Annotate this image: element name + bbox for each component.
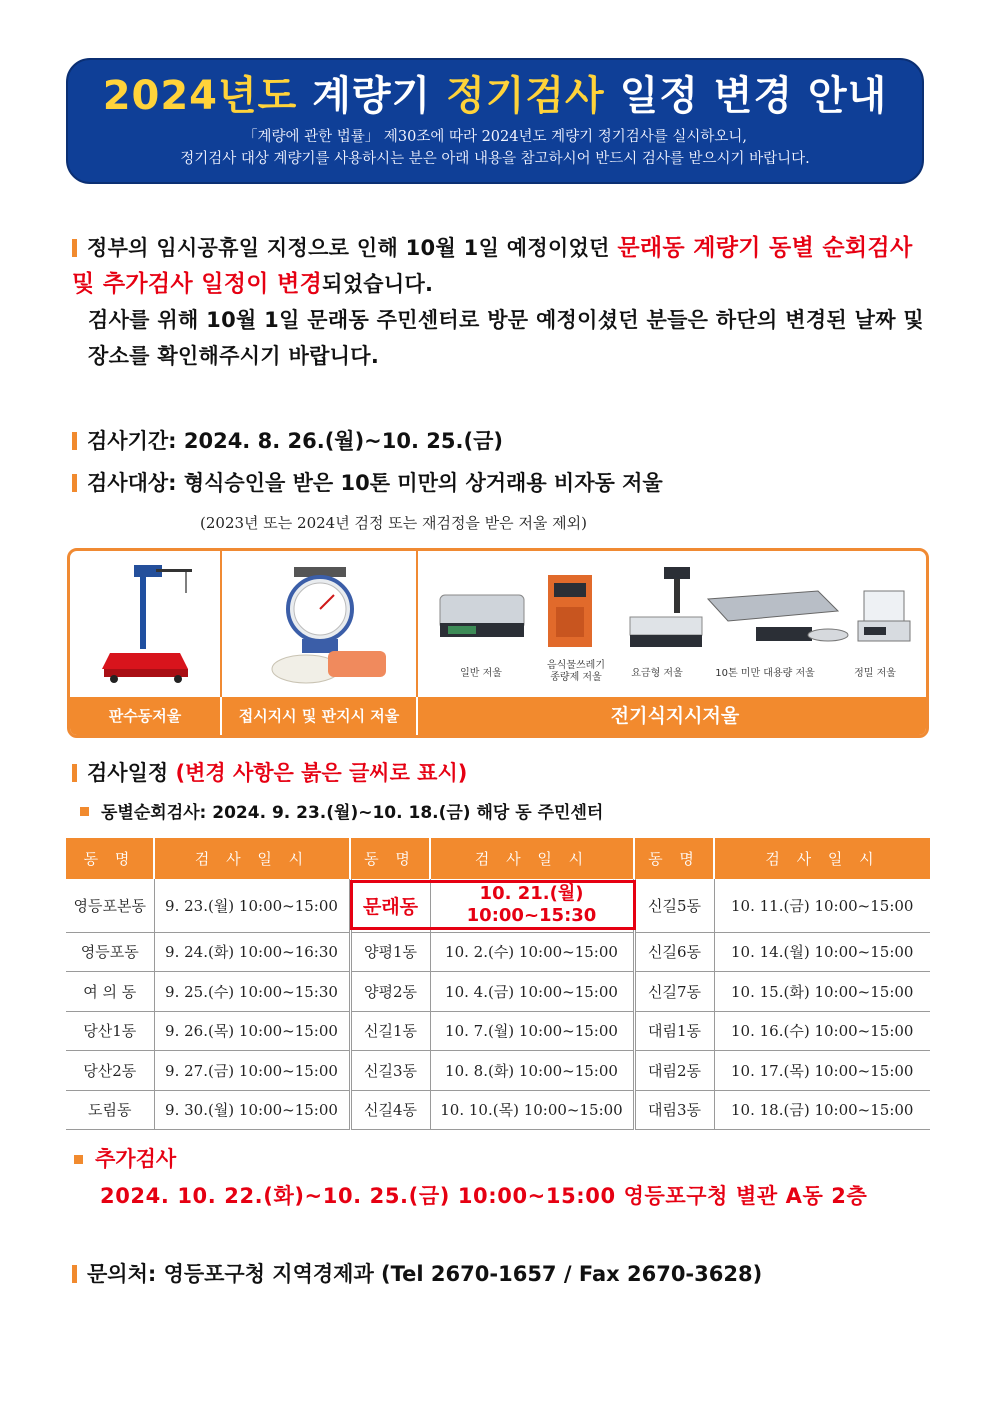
table-row [66, 972, 930, 1012]
period-line [72, 426, 503, 456]
time-cell: 9. 23.(월) 10:00~15:00 [154, 879, 350, 932]
notice-text-4: 검사를 위해 10월 1일 문래동 주민센터로 방문 예정이셨던 분들은 하단의 변경된 날짜 및 장소를 확인해주시기 바랍니다. [88, 308, 924, 368]
change-notice [72, 230, 924, 374]
target-text: 검사대상: 형식승인을 받은 10톤 미만의 상거래용 비자동 저울 [87, 471, 663, 495]
schedule-table [66, 838, 930, 1130]
caption-price-scale: 요금형 저울 [631, 668, 683, 679]
dong-cell: 대림3동 [634, 1090, 714, 1130]
subtitle-line-2: 정기검사 대상 계량기를 사용하시는 분은 아래 내용을 참고하시어 반드시 검사를 받으시기 바랍니다. [180, 151, 810, 167]
time-cell-changed [430, 879, 634, 932]
dong-cell: 양평1동 [350, 932, 430, 972]
time-cell: 9. 30.(월) 10:00~15:00 [154, 1090, 350, 1130]
dial-scale-image [222, 551, 418, 699]
page-title [68, 72, 922, 120]
dong-cell: 당산2동 [66, 1051, 154, 1091]
square-bullet [80, 807, 89, 816]
square-bullet [74, 1155, 83, 1164]
notice-text-red: 문래동 계량기 동별 순회검사 및 추가검사 일정이 변경 [72, 235, 913, 297]
table-row [66, 879, 930, 932]
bullet-bar [72, 474, 77, 492]
bullet-bar [72, 1265, 77, 1283]
dong-cell: 영등포동 [66, 932, 154, 972]
dong-cell: 여 의 동 [66, 972, 154, 1012]
schedule-heading [72, 758, 467, 788]
dong-cell: 신길7동 [634, 972, 714, 1012]
label-dial-scale: 접시지시 및 판지시 저울 [222, 697, 418, 735]
time-cell: 10. 2.(수) 10:00~15:00 [430, 932, 634, 972]
bullet-bar [72, 764, 77, 782]
bullet-bar [72, 432, 77, 450]
label-electronic-scale: 전기식지시저울 [610, 705, 740, 727]
dong-cell: 양평2동 [350, 972, 430, 1012]
district-schedule-line [80, 798, 603, 823]
notice-text-3: 되었습니다. [322, 272, 434, 296]
dong-cell: 대림1동 [634, 1011, 714, 1051]
schedule-heading-red: (변경 사항은 붉은 글씨로 표시) [175, 761, 468, 785]
target-line [72, 468, 663, 498]
time-cell: 10. 17.(목) 10:00~15:00 [714, 1051, 930, 1091]
time-cell: 10. 11.(금) 10:00~15:00 [714, 879, 930, 932]
header-banner [66, 58, 924, 184]
dong-cell: 신길4동 [350, 1090, 430, 1130]
extra-inspection-title [72, 1143, 176, 1173]
time-cell: 9. 25.(수) 10:00~15:30 [154, 972, 350, 1012]
caption-general-scale: 일반 저울 [460, 668, 502, 679]
table-header-row [66, 838, 930, 879]
header-dong: 동 명 [350, 838, 430, 879]
table-row [66, 1090, 930, 1130]
caption-precision-scale: 정밀 저울 [854, 668, 896, 679]
dong-cell: 대림2동 [634, 1051, 714, 1091]
time-cell: 9. 26.(목) 10:00~15:00 [154, 1011, 350, 1051]
time-cell: 10. 4.(금) 10:00~15:00 [430, 972, 634, 1012]
time-cell: 10. 14.(월) 10:00~15:00 [714, 932, 930, 972]
period-text: 검사기간: 2024. 8. 26.(월)~10. 25.(금) [87, 429, 503, 453]
bullet-bar [72, 239, 77, 257]
scale-types-panel [67, 548, 929, 738]
title-word-change: 일정 변경 안내 [619, 73, 888, 119]
district-schedule-text: 동별순회검사: 2024. 9. 23.(월)~10. 18.(금) 해당 동 주민센터 [101, 803, 604, 823]
target-note: (2023년 또는 2024년 검정 또는 재검정을 받은 저울 제외) [200, 514, 588, 532]
dong-cell-changed: 문래동 [350, 879, 430, 932]
title-word-meter: 계량기 [312, 73, 432, 119]
changed-date: 10. 21.(월) [479, 883, 584, 905]
title-year: 2024년도 [102, 73, 298, 119]
table-row [66, 932, 930, 972]
time-cell: 10. 18.(금) 10:00~15:00 [714, 1090, 930, 1130]
extra-inspection-detail: 2024. 10. 22.(화)~10. 25.(금) 10:00~15:00 영등포구청 별관 A동 2층 [100, 1184, 868, 1208]
header-time: 검 사 일 시 [154, 838, 350, 879]
time-cell: 10. 8.(화) 10:00~15:00 [430, 1051, 634, 1091]
dong-cell: 신길1동 [350, 1011, 430, 1051]
dong-cell: 영등포본동 [66, 879, 154, 932]
header-time: 검 사 일 시 [430, 838, 634, 879]
contact-text: 문의처: 영등포구청 지역경제과 (Tel 2670-1657 / Fax 2670-3628) [87, 1262, 763, 1286]
dong-cell: 신길3동 [350, 1051, 430, 1091]
time-cell: 9. 27.(금) 10:00~15:00 [154, 1051, 350, 1091]
banner-subtitle [68, 126, 922, 170]
caption-large-scale: 10톤 미만 대용량 저울 [715, 668, 815, 679]
dong-cell: 신길5동 [634, 879, 714, 932]
extra-title-text: 추가검사 [95, 1147, 177, 1171]
platform-scale-image [70, 551, 222, 699]
caption-foodwaste-scale: 음식물쓰레기 종량제 저울 [547, 660, 605, 683]
time-cell: 10. 15.(화) 10:00~15:00 [714, 972, 930, 1012]
header-dong: 동 명 [634, 838, 714, 879]
time-cell: 10. 7.(월) 10:00~15:00 [430, 1011, 634, 1051]
label-manual-scale: 판수동저울 [70, 697, 222, 735]
dong-cell: 당산1동 [66, 1011, 154, 1051]
header-dong: 동 명 [66, 838, 154, 879]
title-word-inspection: 정기검사 [446, 73, 605, 119]
table-row [66, 1051, 930, 1091]
table-row [66, 1011, 930, 1051]
contact-line [72, 1258, 762, 1288]
changed-time: 10:00~15:30 [466, 905, 597, 927]
notice-text-1: 정부의 임시공휴일 지정으로 인해 10월 1일 예정이었던 [87, 236, 618, 260]
time-cell: 9. 24.(화) 10:00~16:30 [154, 932, 350, 972]
dong-cell: 신길6동 [634, 932, 714, 972]
time-cell: 10. 10.(목) 10:00~15:00 [430, 1090, 634, 1130]
subtitle-line-1: 「계량에 관한 법률」 제30조에 따라 2024년도 계량기 정기검사를 실시하오니, [242, 129, 748, 145]
time-cell: 10. 16.(수) 10:00~15:00 [714, 1011, 930, 1051]
header-time: 검 사 일 시 [714, 838, 930, 879]
schedule-heading-text: 검사일정 [87, 761, 176, 785]
dong-cell: 도림동 [66, 1090, 154, 1130]
